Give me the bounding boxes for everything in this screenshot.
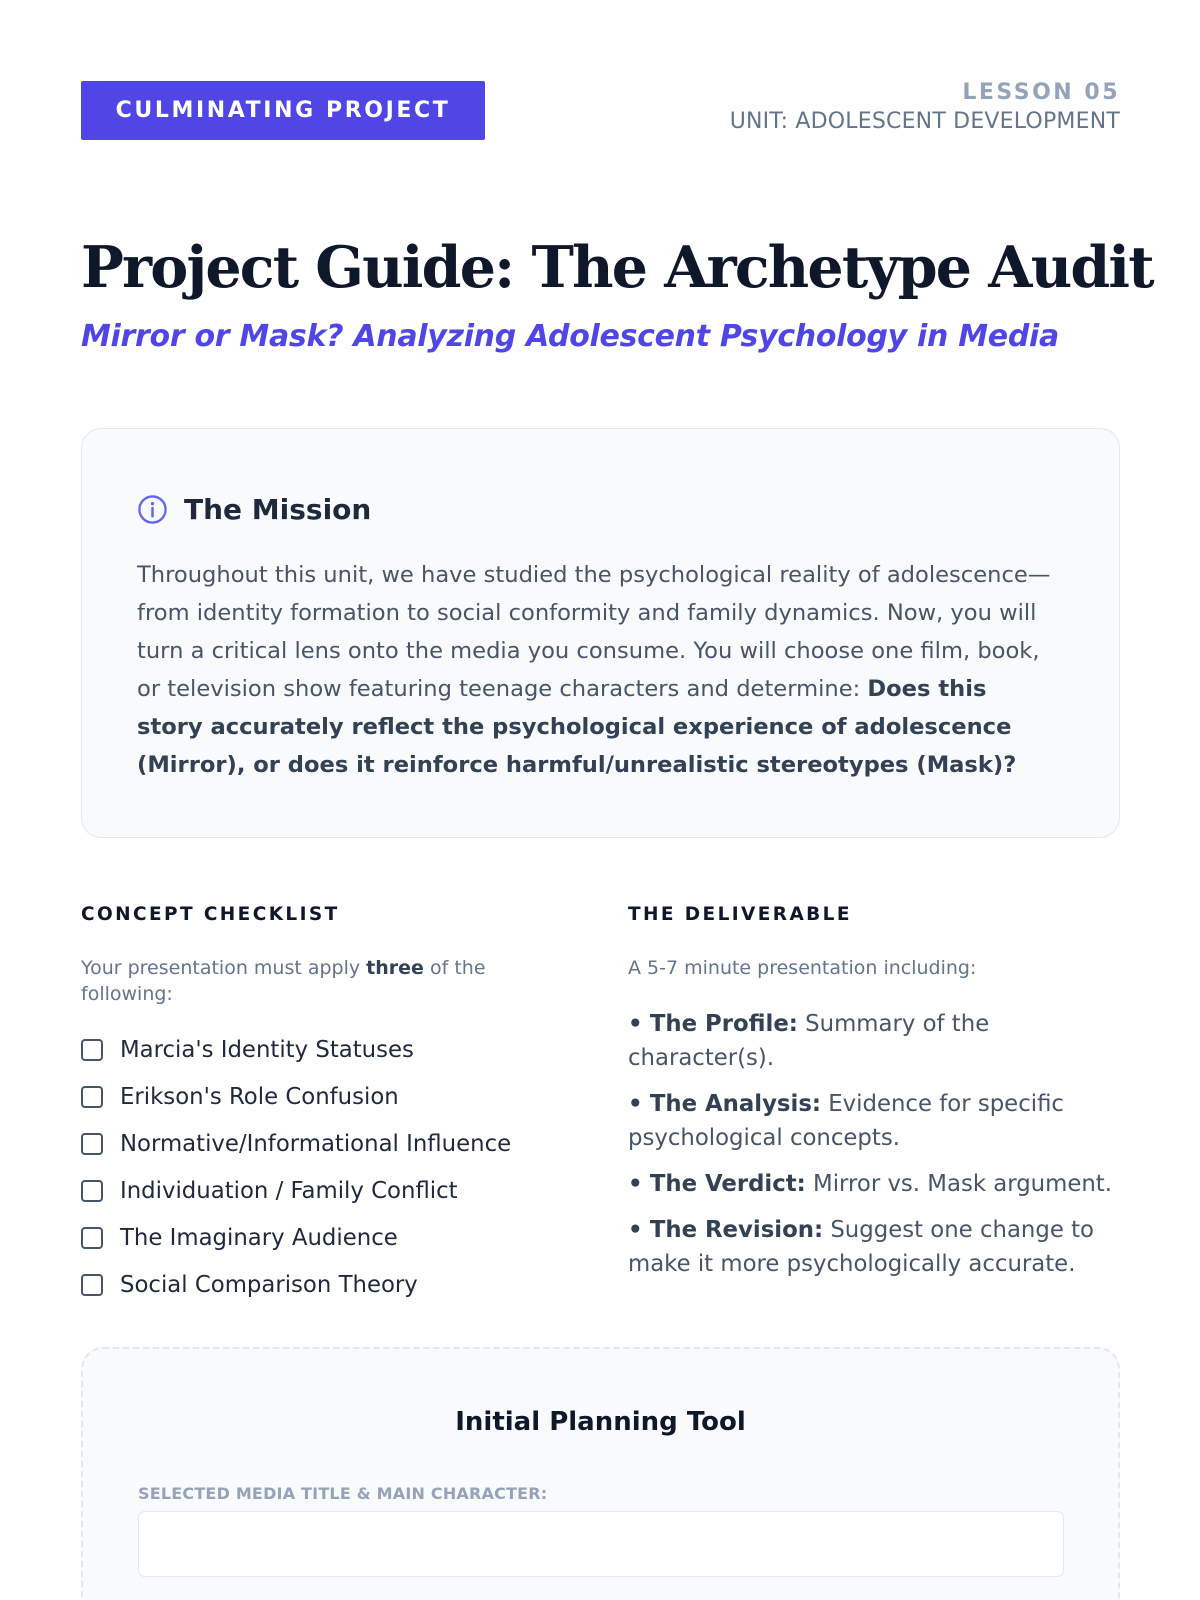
checklist-intro-before: Your presentation must apply xyxy=(81,957,367,979)
page-header xyxy=(81,81,1120,141)
deliverable-item-text: Evidence for specific psychological concepts. xyxy=(628,1091,1064,1151)
deliverable-item xyxy=(628,1213,1128,1281)
lesson-number: LESSON 05 xyxy=(962,80,1120,105)
deliverable-section xyxy=(628,903,1128,1293)
checklist-item[interactable] xyxy=(81,1214,581,1261)
deliverable-item xyxy=(628,1087,1128,1155)
deliverable-item-label: The Verdict: xyxy=(649,1171,806,1197)
checklist-item[interactable] xyxy=(81,1026,581,1073)
bullet: • xyxy=(628,1171,643,1197)
deliverable-item-text: Suggest one change to make it more psychologically accurate. xyxy=(628,1217,1094,1277)
bullet: • xyxy=(628,1217,643,1243)
concept-checklist xyxy=(81,1026,581,1308)
lesson-info xyxy=(730,79,1120,136)
media-title-field-label: SELECTED MEDIA TITLE & MAIN CHARACTER: xyxy=(138,1484,548,1503)
checkbox[interactable] xyxy=(81,1274,103,1296)
checklist-item[interactable] xyxy=(81,1073,581,1120)
deliverable-item-label: The Revision: xyxy=(649,1217,824,1243)
page-title: Project Guide: The Archetype Audit xyxy=(81,234,1153,301)
concept-checklist-section xyxy=(81,903,581,1308)
checklist-item-label: Normative/Informational Influence xyxy=(120,1130,512,1157)
checklist-item-label: Social Comparison Theory xyxy=(120,1271,418,1298)
mission-text: Throughout this unit, we have studied the psychological reality of adolescence—from identity formation to social conformity and family dynamics. Now, you will turn a critical lens onto the media you consume. You will choose one film, book, or television show featuring teenage characters and determine: xyxy=(137,562,1051,702)
info-icon xyxy=(137,494,168,525)
project-type-badge: CULMINATING PROJECT xyxy=(81,81,485,140)
checklist-item-label: Marcia's Identity Statuses xyxy=(120,1036,414,1063)
mission-card xyxy=(81,428,1120,838)
checklist-item-label: Individuation / Family Conflict xyxy=(120,1177,458,1204)
mission-description xyxy=(137,556,1057,784)
deliverable-item-text: Summary of the character(s). xyxy=(628,1011,990,1071)
checkbox[interactable] xyxy=(81,1039,103,1061)
deliverable-item xyxy=(628,1167,1128,1201)
deliverable-item-label: The Analysis: xyxy=(649,1091,822,1117)
checklist-intro-after: of the following: xyxy=(81,957,486,1005)
bullet: • xyxy=(628,1091,643,1117)
checkbox[interactable] xyxy=(81,1227,103,1249)
media-title-input[interactable] xyxy=(138,1511,1064,1577)
deliverable-item xyxy=(628,1007,1128,1075)
page-subtitle: Mirror or Mask? Analyzing Adolescent Psychology in Media xyxy=(81,319,1059,354)
checkbox[interactable] xyxy=(81,1133,103,1155)
deliverable-heading: THE DELIVERABLE xyxy=(628,904,852,925)
bullet: • xyxy=(628,1011,643,1037)
mission-key-question: Does this story accurately reflect the psychological experience of adolescence (Mirror), or does it reinforce harmful/unrealistic stereotypes (Mask)? xyxy=(137,676,1017,778)
checkbox[interactable] xyxy=(81,1180,103,1202)
checkbox[interactable] xyxy=(81,1086,103,1108)
checklist-item[interactable] xyxy=(81,1120,581,1167)
checklist-heading: CONCEPT CHECKLIST xyxy=(81,904,340,925)
deliverable-item-text: Mirror vs. Mask argument. xyxy=(805,1171,1112,1197)
unit-name: UNIT: ADOLESCENT DEVELOPMENT xyxy=(729,109,1120,134)
deliverable-intro: A 5-7 minute presentation including: xyxy=(628,957,977,979)
checklist-item[interactable] xyxy=(81,1261,581,1308)
deliverable-list xyxy=(628,1007,1128,1281)
mission-header xyxy=(137,489,371,529)
checklist-intro xyxy=(81,955,581,1007)
deliverable-item-label: The Profile: xyxy=(649,1011,798,1037)
planning-tool-card xyxy=(81,1347,1120,1600)
checklist-intro-bold: three xyxy=(366,957,424,979)
checklist-item-label: Erikson's Role Confusion xyxy=(120,1083,399,1110)
planning-tool-title: Initial Planning Tool xyxy=(455,1407,746,1437)
mission-heading: The Mission xyxy=(184,492,372,526)
checklist-item-label: The Imaginary Audience xyxy=(120,1224,398,1251)
checklist-item[interactable] xyxy=(81,1167,581,1214)
